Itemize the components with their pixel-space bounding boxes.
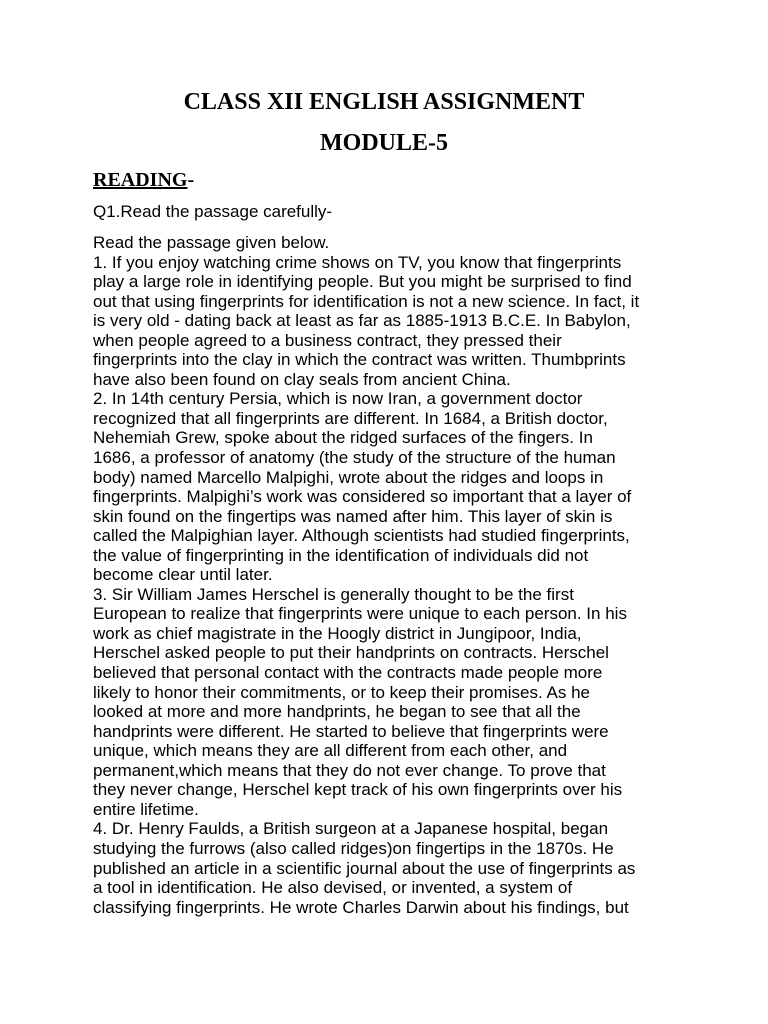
- passage-line: is very old - dating back at least as far as 1885-1913 B.C.E. In Babylon,: [93, 311, 631, 331]
- passage-line: fingerprints. Malpighi’s work was considered so important that a layer of: [93, 487, 632, 507]
- passage-line: 2. In 14th century Persia, which is now Iran, a government doctor: [93, 389, 583, 409]
- passage-line: skin found on the fingertips was named after him. This layer of skin is: [93, 506, 613, 526]
- passage-line: handprints were different. He started to believe that fingerprints were: [93, 721, 609, 741]
- passage-line: looked at more and more handprints, he began to see that all the: [93, 702, 581, 722]
- passage: [93, 233, 693, 917]
- passage-line: out that using fingerprints for identification is not a new science. In fact, it: [93, 291, 640, 311]
- passage-line: 3. Sir William James Herschel is generally thought to be the first: [93, 584, 574, 604]
- passage-line: unique, which means they are all different from each other, and: [93, 741, 568, 761]
- passage-line: studying the furrows (also called ridges)on fingertips in the 1870s. He: [93, 838, 614, 858]
- question-text: Q1.Read the passage carefully-: [93, 202, 333, 221]
- passage-intro: Read the passage given below.: [93, 233, 330, 252]
- passage-line: they never change, Herschel kept track of his own fingerprints over his: [93, 780, 623, 800]
- section-heading: [93, 168, 194, 192]
- passage-line: called the Malpighian layer. Although scientists had studied fingerprints,: [93, 526, 630, 546]
- passage-line: the value of fingerprinting in the identification of individuals did not: [93, 545, 589, 565]
- passage-line: Herschel asked people to put their handprints on contracts. Herschel: [93, 643, 609, 663]
- passage-line: when people agreed to a business contract, they pressed their: [93, 330, 562, 350]
- passage-line: a tool in identification. He also devised, or invented, a system of: [93, 878, 573, 898]
- passage-line: likely to honor their commitments, or to keep their promises. As he: [93, 682, 590, 702]
- section-heading-text: READING: [93, 169, 188, 191]
- passage-line: 1686, a professor of anatomy (the study of the structure of the human: [93, 448, 616, 468]
- passage-line: 1. If you enjoy watching crime shows on TV, you know that fingerprints: [93, 252, 622, 272]
- passage-line: 4. Dr. Henry Faulds, a British surgeon at a Japanese hospital, began: [93, 819, 609, 839]
- passage-line: work as chief magistrate in the Hoogly district in Jungipoor, India,: [93, 623, 582, 643]
- passage-line: entire lifetime.: [93, 799, 199, 819]
- passage-line: have also been found on clay seals from ancient China.: [93, 369, 511, 389]
- passage-line: published an article in a scientific journal about the use of fingerprints as: [93, 858, 636, 878]
- document-title: CLASS XII ENGLISH ASSIGNMENT: [183, 89, 585, 115]
- section-heading-suffix: -: [187, 169, 195, 191]
- passage-line: body) named Marcello Malpighi, wrote about the ridges and loops in: [93, 467, 604, 487]
- passage-line: European to realize that fingerprints were unique to each person. In his: [93, 604, 627, 624]
- passage-line: believed that personal contact with the contracts made people more: [93, 663, 603, 683]
- passage-line: recognized that all fingerprints are different. In 1684, a British doctor,: [93, 408, 608, 428]
- passage-line: fingerprints into the clay in which the contract was written. Thumbprints: [93, 350, 626, 370]
- passage-line: become clear until later.: [93, 565, 273, 585]
- passage-line: permanent,which means that they do not ever change. To prove that: [93, 760, 606, 780]
- passage-line: Nehemiah Grew, spoke about the ridged surfaces of the fingers. In: [93, 428, 593, 448]
- module-title: MODULE-5: [320, 130, 448, 156]
- passage-line: play a large role in identifying people. But you might be surprised to find: [93, 272, 632, 292]
- passage-line: classifying fingerprints. He wrote Charles Darwin about his findings, but: [93, 897, 629, 917]
